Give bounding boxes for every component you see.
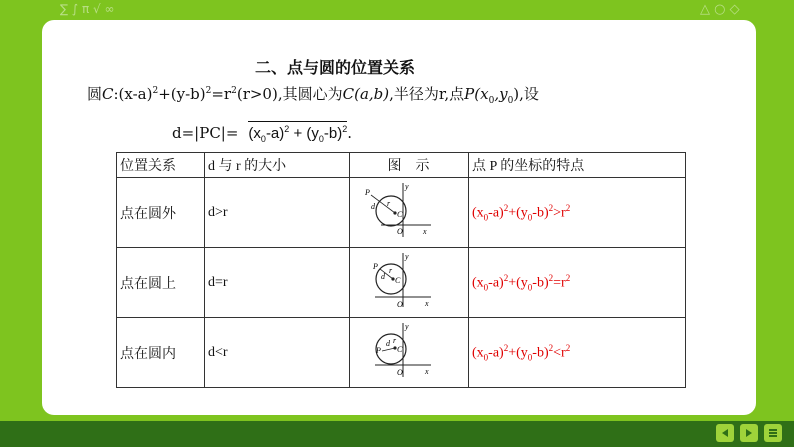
svg-text:y: y [405, 252, 409, 261]
header-diagram: 图 示 [350, 153, 469, 178]
on-circle-diagram [353, 249, 453, 311]
background-doodle-formula: ∑ ∫ π √ ∞ [60, 2, 115, 16]
svg-text:C: C [395, 276, 401, 285]
header-coordinate: 点 P 的坐标的特点 [469, 153, 686, 178]
svg-text:x: x [425, 367, 429, 376]
svg-text:d: d [381, 272, 385, 281]
table-row [117, 318, 686, 388]
outside-circle-diagram [353, 179, 453, 241]
table-row [117, 248, 686, 318]
nav-next-icon [744, 428, 754, 438]
bottom-nav-bar [0, 421, 794, 447]
menu-button[interactable] [764, 424, 782, 442]
svg-text:r: r [393, 336, 397, 345]
table-row [117, 178, 686, 248]
table-header-row [117, 153, 686, 178]
distance-formula-line: $d=|PC|= (x_0-a)^2 + (y_0-b)^2$. [172, 121, 352, 144]
nav-prev-icon [720, 428, 730, 438]
formula-cell: $(x_0-a)^2+(y_0-b)^2<r^2$ [469, 318, 686, 388]
svg-text:O: O [397, 227, 403, 236]
svg-text:O: O [397, 300, 403, 309]
diagram-cell [350, 318, 469, 388]
background-doodle-shapes: △ ○ ◇ [700, 2, 740, 17]
svg-text:O: O [397, 368, 403, 377]
svg-text:x: x [423, 227, 427, 236]
header-compare: d 与 r 的大小 [205, 153, 350, 178]
compare-cell: d=r [205, 248, 350, 318]
position-relation-table [116, 152, 686, 388]
inside-circle-diagram [353, 319, 453, 381]
svg-text:d: d [386, 339, 390, 348]
svg-text:C: C [397, 210, 403, 219]
next-button[interactable] [740, 424, 758, 442]
svg-text:d: d [371, 202, 375, 211]
nav-menu-icon [768, 428, 778, 438]
sqrt-expression: $(x_0-a)^2 + (y_0-b)^2$ [248, 121, 347, 144]
svg-text:P: P [365, 188, 370, 197]
circle-definition-line: 圆$C:(x-a)^2+(y-b)^2=r^2(r>0)$,其圆心为C(a,b),半径为r,点$P(x_0,y_0)$,设 [87, 85, 539, 106]
relation-cell: 点在圆上 [117, 248, 205, 318]
formula-cell: $(x_0-a)^2+(y_0-b)^2>r^2$ [469, 178, 686, 248]
section-title: 二、点与圆的位置关系 [255, 58, 416, 77]
svg-text:P: P [376, 346, 381, 355]
prev-button[interactable] [716, 424, 734, 442]
svg-text:P: P [373, 262, 378, 271]
svg-text:r: r [389, 266, 393, 275]
diagram-cell [350, 178, 469, 248]
svg-text:C: C [397, 345, 403, 354]
svg-text:r: r [387, 199, 391, 208]
compare-cell: d>r [205, 178, 350, 248]
relation-cell: 点在圆外 [117, 178, 205, 248]
diagram-cell [350, 248, 469, 318]
relation-cell: 点在圆内 [117, 318, 205, 388]
header-relation: 位置关系 [117, 153, 205, 178]
svg-text:x: x [425, 299, 429, 308]
formula-cell: $(x_0-a)^2+(y_0-b)^2=r^2$ [469, 248, 686, 318]
svg-text:y: y [405, 322, 409, 331]
svg-text:y: y [405, 182, 409, 191]
compare-cell: d<r [205, 318, 350, 388]
